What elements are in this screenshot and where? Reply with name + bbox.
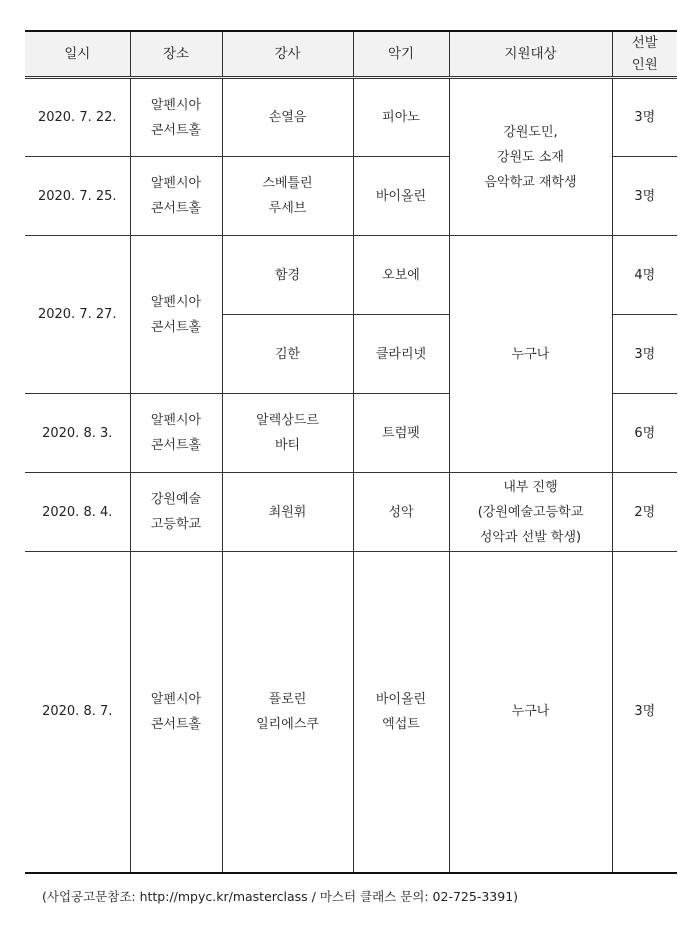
header-target: 지원대상	[449, 31, 612, 78]
place-line: 콘서트홀	[150, 716, 202, 732]
date-cell: 2020. 8. 3.	[25, 394, 130, 473]
target-cell	[449, 473, 612, 552]
place-line: 알펜시아	[150, 413, 202, 428]
table-row	[25, 236, 677, 315]
place-line: 콘서트홀	[150, 438, 202, 453]
header-date: 일시	[25, 31, 130, 78]
masterclass-schedule-table	[25, 30, 677, 874]
lecturer-line: 일리에스쿠	[256, 716, 319, 732]
place-line: 알펜시아	[150, 176, 202, 191]
count-cell: 2명	[612, 473, 677, 552]
header-count-line: 인원	[631, 57, 658, 73]
place-line: 알펜시아	[150, 691, 202, 707]
lecturer-line: 최원휘	[268, 504, 307, 520]
lecturer-line: 루세브	[268, 201, 307, 216]
instrument-line: 오보에	[382, 267, 420, 283]
footnote: (사업공고문참조: http://mpyc.kr/masterclass / 마스터 클래스 문의: 02-725-3391)	[42, 889, 519, 904]
lecturer-line: 알렉상드르	[256, 413, 319, 428]
instrument-line: 트럼펫	[382, 425, 420, 441]
place-cell	[130, 552, 222, 873]
header-count	[612, 31, 677, 78]
target-cell	[449, 236, 612, 473]
lecturer-line: 스베틀린	[262, 176, 313, 191]
count-cell: 3명	[612, 157, 677, 236]
place-line: 콘서트홀	[150, 122, 202, 138]
target-cell	[449, 552, 612, 873]
place-cell	[130, 157, 222, 236]
count-cell: 6명	[612, 394, 677, 473]
target-line: (강원예술고등학교	[477, 504, 584, 520]
date-cell: 2020. 8. 4.	[25, 473, 130, 552]
lecturer-cell	[222, 473, 353, 552]
header-lecturer: 강사	[222, 31, 353, 78]
instrument-cell	[353, 394, 449, 473]
place-line: 콘서트홀	[150, 201, 202, 216]
lecturer-cell	[222, 394, 353, 473]
table-row	[25, 473, 677, 552]
date-cell: 2020. 7. 27.	[25, 236, 130, 394]
lecturer-cell	[222, 78, 353, 157]
target-line: 강원도민,	[503, 124, 558, 140]
place-line: 강원예술	[150, 492, 202, 507]
header-count-line: 선발	[631, 35, 658, 51]
target-line: 성악과 선발 학생)	[479, 529, 582, 545]
instrument-cell	[353, 236, 449, 315]
target-line: 내부 진행	[503, 479, 558, 495]
count-cell: 4명	[612, 236, 677, 315]
instrument-cell	[353, 315, 449, 394]
lecturer-line: 김한	[274, 346, 301, 362]
count-cell: 3명	[612, 315, 677, 394]
lecturer-cell	[222, 552, 353, 873]
lecturer-line: 손열음	[268, 110, 307, 125]
instrument-line: 피아노	[382, 110, 420, 125]
instrument-cell	[353, 78, 449, 157]
header-place: 장소	[130, 31, 222, 78]
place-line: 알펜시아	[150, 294, 202, 310]
lecturer-cell	[222, 157, 353, 236]
instrument-line: 엑섭트	[382, 716, 420, 732]
lecturer-line: 함경	[274, 267, 301, 283]
lecturer-cell	[222, 315, 353, 394]
instrument-line: 바이올린	[375, 188, 427, 204]
instrument-line: 성악	[388, 504, 414, 520]
instrument-line: 클라리넷	[375, 346, 427, 362]
date-cell: 2020. 8. 7.	[25, 552, 130, 873]
lecturer-line: 플로린	[268, 691, 307, 707]
target-line: 누구나	[511, 704, 550, 720]
count-cell: 3명	[612, 552, 677, 873]
target-cell	[449, 78, 612, 236]
place-cell	[130, 394, 222, 473]
place-line: 알펜시아	[150, 97, 202, 113]
header-instrument: 악기	[353, 31, 449, 78]
target-line: 음악학교 재학생	[484, 174, 577, 190]
instrument-cell	[353, 552, 449, 873]
count-cell: 3명	[612, 78, 677, 157]
place-cell	[130, 473, 222, 552]
place-cell	[130, 236, 222, 394]
table-header-row	[25, 31, 677, 78]
table-row	[25, 78, 677, 157]
table-row	[25, 552, 677, 873]
instrument-line: 바이올린	[375, 691, 427, 707]
target-line: 누구나	[511, 346, 550, 362]
date-cell: 2020. 7. 22.	[25, 78, 130, 157]
instrument-cell	[353, 473, 449, 552]
place-line: 콘서트홀	[150, 319, 202, 335]
place-line: 고등학교	[150, 517, 202, 532]
date-cell: 2020. 7. 25.	[25, 157, 130, 236]
place-cell	[130, 78, 222, 157]
target-line: 강원도 소재	[497, 149, 564, 165]
lecturer-cell	[222, 236, 353, 315]
instrument-cell	[353, 157, 449, 236]
lecturer-line: 바티	[274, 438, 301, 453]
